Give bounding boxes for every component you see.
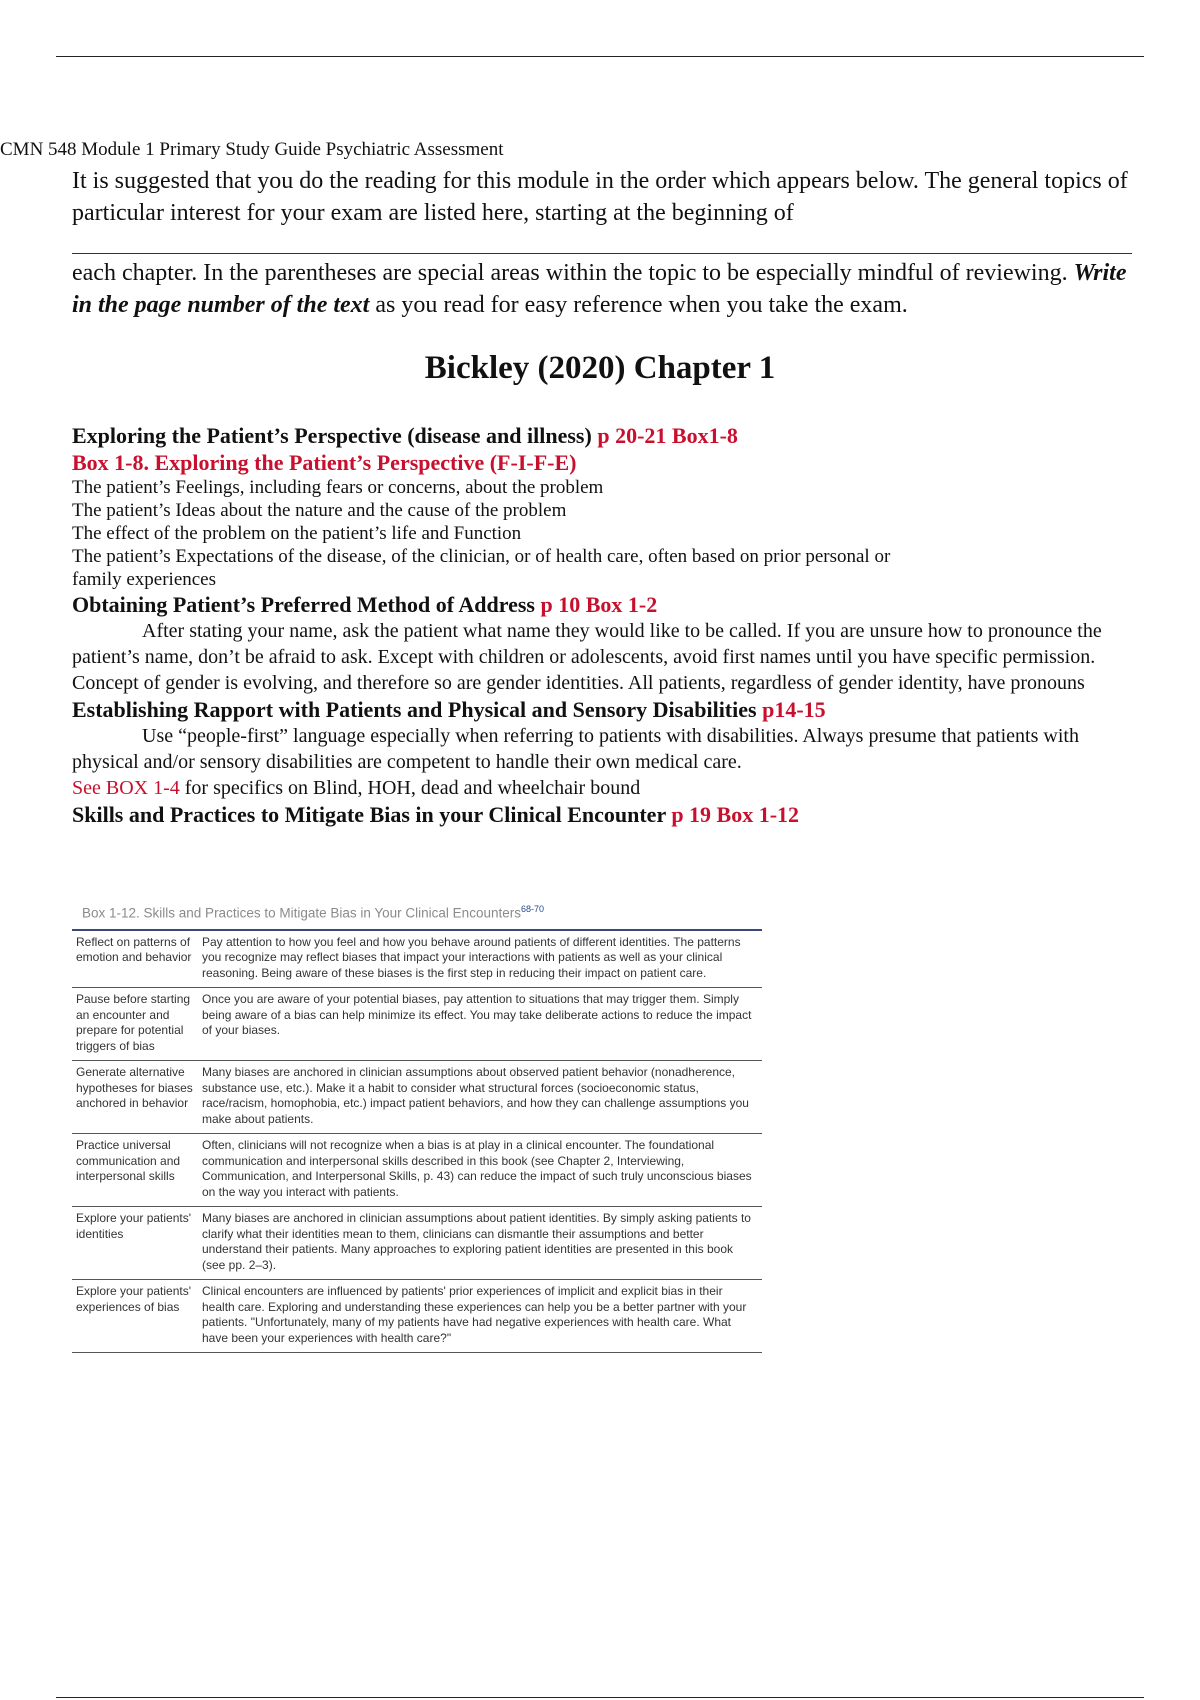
table-row xyxy=(72,1061,762,1134)
section-rapport-ref: p14-15 xyxy=(762,697,826,722)
description-cell: Pay attention to how you feel and how you behave around patients of different identities. The patterns you recognize may reflect biases that impact your interactions with patients as well as your clinical reasoning. Being aware of these biases is the first step in reducing their impact on patient care. xyxy=(198,930,762,988)
section-rapport-body: Use “people-first” language especially when referring to patients with disabilities. Always presume that patients with physical and/or sensory disabilities are competent to handle their own medical care. xyxy=(72,725,1079,773)
intro-emphasis: Write in the page number of the text xyxy=(72,260,1127,318)
skill-cell: Explore your patients' experiences of bias xyxy=(72,1280,198,1353)
chapter-title: Bickley (2020) Chapter 1 xyxy=(424,350,776,386)
section-rapport-heading: Establishing Rapport with Patients and Physical and Sensory Disabilities p14-15 xyxy=(72,697,826,722)
bottom-rule xyxy=(56,1697,1144,1698)
description-cell: Once you are aware of your potential biases, pay attention to situations that may trigger them. Simply being aware of a bias can help minimize its effect. You may take deliberate actions to reduce the impact of your biases. xyxy=(198,988,762,1061)
section-address-heading: Obtaining Patient’s Preferred Method of Address p 10 Box 1-2 xyxy=(72,592,658,617)
description-cell: Often, clinicians will not recognize when a bias is at play in a clinical encounter. The foundational communication and interpersonal skills described in this book (see Chapter 2, Interviewing, Communication, and Interpersonal Skills, p. 43) can reduce the impact of such truly unconscious biases on the way you interact with patients. xyxy=(198,1134,762,1207)
description-cell: Many biases are anchored in clinician assumptions about patient identities. By simply asking patients to clarify what their identities mean to them, clinicians can dismantle their assumptions and better understand their patients. Many approaches to exploring patient identities are presented in this book (see pp. 2–3). xyxy=(198,1207,762,1280)
see-box-ref: See BOX 1-4 xyxy=(72,777,180,799)
section-perspective-ref: p 20-21 Box1-8 xyxy=(597,423,738,448)
table-row xyxy=(72,1134,762,1207)
section-address-ref: p 10 Box 1-2 xyxy=(540,592,658,617)
section-bias-ref: p 19 Box 1-12 xyxy=(671,802,800,827)
skill-cell: Explore your patients' identities xyxy=(72,1207,198,1280)
section-bias-heading: Skills and Practices to Mitigate Bias in your Clinical Encounter p 19 Box 1-12 xyxy=(72,802,800,827)
table-row xyxy=(72,1280,762,1353)
fife-item: The patient’s Ideas about the nature and the cause of the problem xyxy=(72,500,567,521)
box-1-12-figure xyxy=(72,904,762,1353)
fife-item: The patient’s Feelings, including fears or concerns, about the problem xyxy=(72,477,604,498)
description-cell: Many biases are anchored in clinician assumptions about observed patient behavior (nonadherence, substance use, etc.). Make it a habit to consider what structural forces (socioeconomic status, race/racism, homophobia, etc.) impact patient behaviors, and how they can challenge assumptions you make about patients. xyxy=(198,1061,762,1134)
top-rule xyxy=(56,56,1144,57)
table-row xyxy=(72,988,762,1061)
section-perspective-heading: Exploring the Patient’s Perspective (disease and illness) p 20-21 Box1-8 xyxy=(72,423,738,448)
box-1-12-table xyxy=(72,929,762,1354)
skill-cell: Pause before starting an encounter and prepare for potential triggers of bias xyxy=(72,988,198,1061)
skill-cell: Generate alternative hypotheses for biases anchored in behavior xyxy=(72,1061,198,1134)
fife-item: The effect of the problem on the patient’s life and Function xyxy=(72,523,522,544)
fife-item: The patient’s Expectations of the disease, of the clinician, or of health care, often based on prior personal or family experiences xyxy=(72,546,891,590)
course-header: CMN 548 Module 1 Primary Study Guide Psychiatric Assessment xyxy=(0,139,504,160)
box-1-8-heading: Box 1-8. Exploring the Patient’s Perspective (F-I-F-E) xyxy=(72,450,577,475)
box-1-12-caption: Box 1-12. Skills and Practices to Mitigate Bias in Your Clinical Encounters$^{68-70}$ xyxy=(82,904,544,921)
box-1-12-citation: 68-70 xyxy=(520,904,544,914)
intro-part2-start: each chapter. In the parentheses are special areas within the topic to be especially mindful of reviewing. xyxy=(72,260,1068,286)
intro-part2-end: as you read for easy reference when you take the exam. xyxy=(375,291,908,318)
skill-cell: Reflect on patterns of emotion and behavior xyxy=(72,930,198,988)
skill-cell: Practice universal communication and interpersonal skills xyxy=(72,1134,198,1207)
intro-divider xyxy=(72,253,1132,254)
intro-paragraph-part1: It is suggested that you do the reading for this module in the order which appears below. The general topics of particular interest for your exam are listed here, starting at the beginning of xyxy=(72,168,1128,226)
description-cell: Clinical encounters are influenced by patients' prior experiences of implicit and explicit bias in their health care. Exploring and understanding these experiences can help you be a better partner with your patients. "Unfortunately, many of my patients have had negative experiences with health care. What have been your experiences with health care?" xyxy=(198,1280,762,1353)
section-rapport-see-box: See BOX 1-4 for specifics on Blind, HOH, dead and wheelchair bound xyxy=(72,777,641,799)
table-row xyxy=(72,930,762,988)
table-row xyxy=(72,1207,762,1280)
intro-paragraph-part2 xyxy=(72,258,1132,321)
section-address-body: After stating your name, ask the patient what name they would like to be called. If you are unsure how to pronounce the patient’s name, don’t be afraid to ask. Except with children or adolescents, avoid first names until you have specific permission. Concept of gender is evolving, and therefore so are gender identities. All patients, regardless of gender identity, have pronouns xyxy=(72,620,1102,694)
study-guide-content xyxy=(72,422,1132,828)
